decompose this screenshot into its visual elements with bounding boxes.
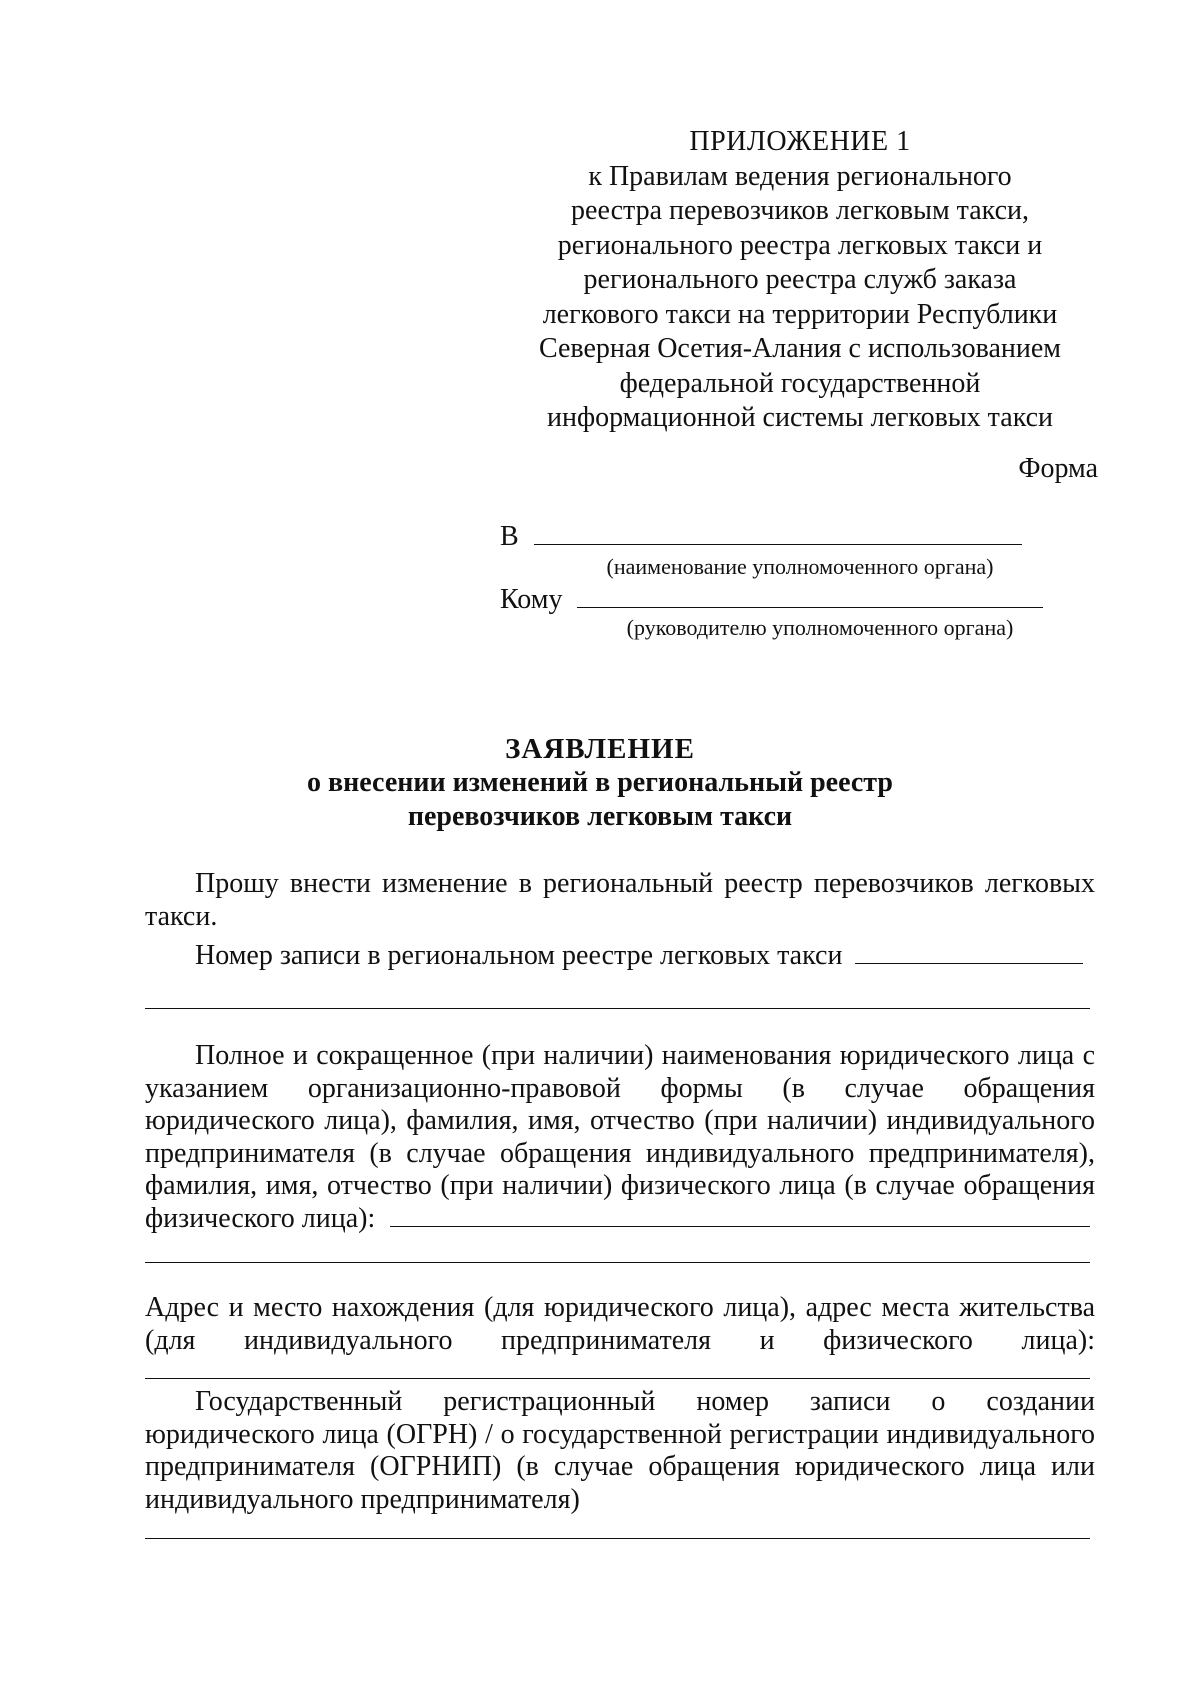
addressee-whom-row: [500, 583, 1043, 616]
address-paragraph: Адрес и место нахождения (для юридического лица), адрес места жительства (для индивидуального предпринимателя и физического лица):: [145, 1292, 1095, 1356]
appendix-line: реестра перевозчиков легковым такси,: [571, 195, 1029, 226]
request-paragraph: Прошу внести изменение в региональный реестр перевозчиков легковых такси.: [145, 868, 1095, 932]
addressee-to-row: [500, 520, 1022, 553]
names-extra-line[interactable]: [145, 1262, 1090, 1263]
addressee-whom-field[interactable]: [577, 583, 1043, 608]
appendix-line: федеральной государственной: [619, 367, 981, 399]
names-field-line[interactable]: [390, 1226, 1090, 1227]
appendix-line: регионального реестра служб заказа: [583, 264, 1017, 295]
appendix-line: Северная Осетия-Алания с использованием: [538, 333, 1062, 364]
appendix-line: информационной системы легковых такси: [546, 402, 1054, 433]
addressee-whom-label: Кому: [500, 584, 563, 615]
record-number-line[interactable]: [145, 1008, 1090, 1009]
addressee-to-hint: (наименование уполномоченного органа): [606, 554, 994, 579]
title-main: ЗАЯВЛЕНИЕ: [505, 733, 695, 765]
appendix-line: регионального реестра легковых такси и: [557, 229, 1043, 261]
ogrn-paragraph: Государственный регистрационный номер записи о создании юридического лица (ОГРН) / о государственной регистрации индивидуального предпринимателя (ОГРНИП) (в случае обращения юридического лица или индивидуального предпринимателя): [145, 1386, 1095, 1515]
address-field-line[interactable]: [145, 1378, 1090, 1379]
record-number-label: Номер записи в региональном реестре легковых такси: [195, 940, 843, 971]
form-label: Форма: [1018, 453, 1098, 484]
record-number-field[interactable]: [855, 941, 1083, 964]
addressee-to-field[interactable]: [534, 520, 1022, 545]
ogrn-field-line[interactable]: [145, 1538, 1090, 1539]
appendix-title: ПРИЛОЖЕНИЕ 1: [689, 126, 911, 157]
addressee-to-label: В: [500, 521, 519, 552]
title-line: о внесении изменений в региональный реестр: [307, 767, 893, 798]
names-paragraph: Полное и сокращенное (при наличии) наименования юридического лица с указанием организационно-правовой формы (в случае обращения юридического лица), фамилия, имя, отчество (при наличии) индивидуального предпринимателя (в случае обращения индивидуального предпринимателя), фамилия, имя, отчество (при наличии) физического лица (в случае обращения физического лица):: [145, 1040, 1095, 1234]
title-line: перевозчиков легковым такси: [407, 801, 793, 832]
statement-title: [100, 732, 1100, 834]
appendix-header: [520, 125, 1080, 436]
appendix-line: легкового такси на территории Республики: [542, 298, 1058, 330]
addressee-whom-hint: (руководителю уполномоченного органа): [626, 615, 1014, 640]
record-number-row: [145, 940, 1095, 973]
appendix-line: к Правилам ведения регионального: [588, 160, 1012, 192]
